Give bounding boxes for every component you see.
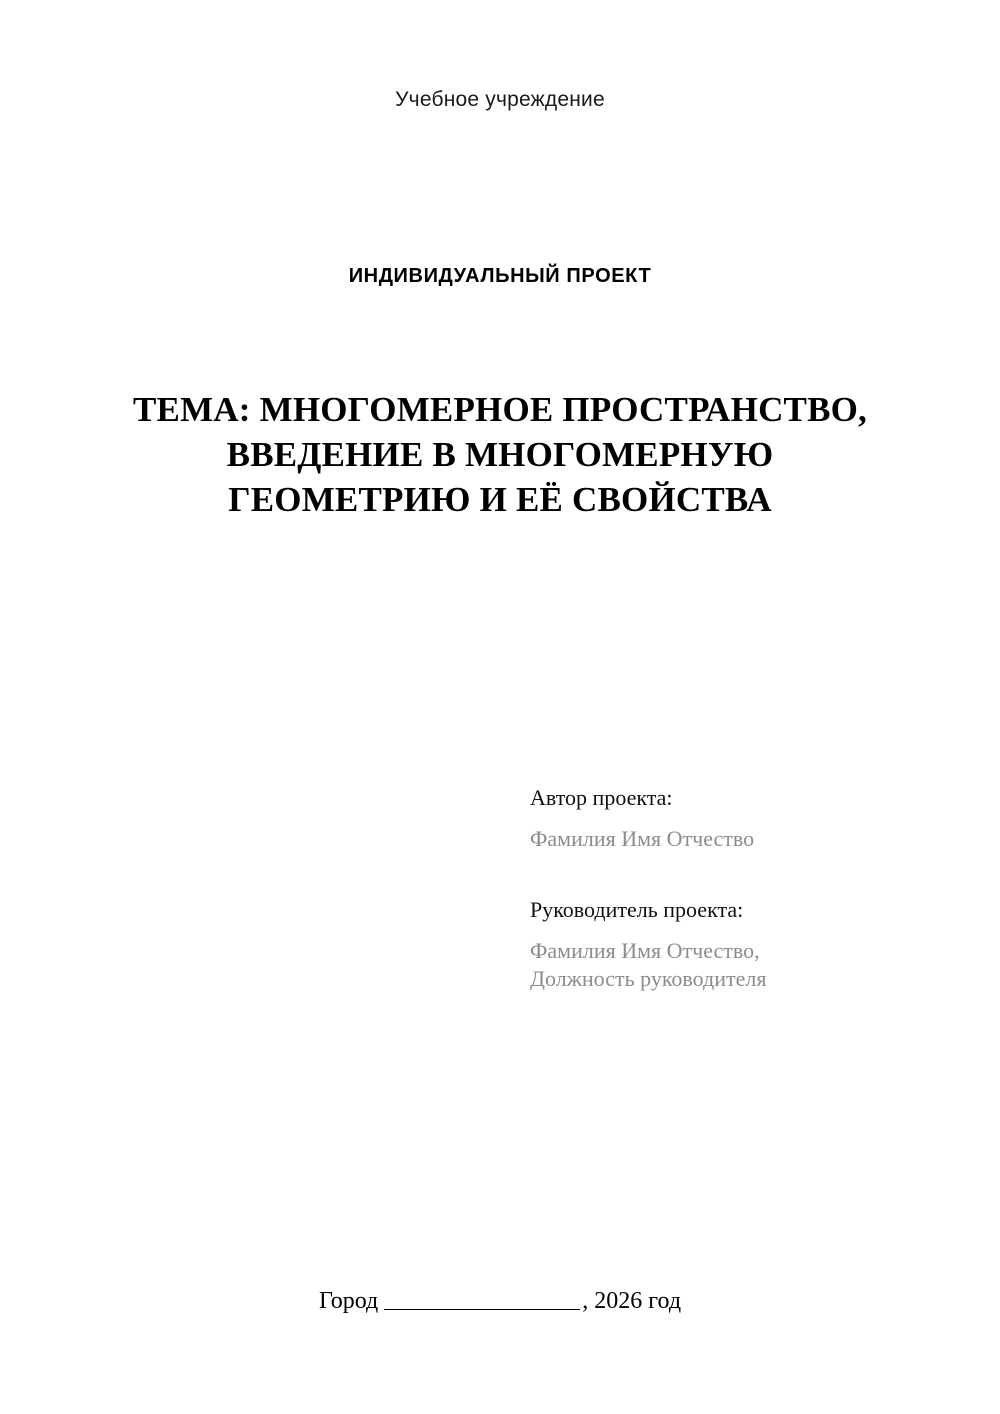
year-text: , 2026 год [582,1288,682,1314]
institution-name: Учебное учреждение [395,88,605,111]
spacer [530,923,930,937]
city-label: Город [318,1288,379,1314]
author-label: Автор проекта: [530,785,673,810]
footer-city-year [0,1288,1000,1315]
document-type: ИНДИВИДУАЛЬНЫЙ ПРОЕКТ [348,265,652,287]
supervisor-value-line1: Фамилия Имя Отчество, [530,938,760,964]
spacer [530,853,930,897]
city-fill-line [384,1308,580,1310]
supervisor-value-line2: Должность руководителя [530,965,767,991]
page-title: ТЕМА: МНОГОМЕРНОЕ ПРОСТРАНСТВО, ВВЕДЕНИЕ В МНОГОМЕРНУЮ ГЕОМЕТРИЮ И ЕЁ СВОЙСТВА [132,390,868,519]
author-value: Фамилия Имя Отчество [530,826,755,852]
project-meta [530,785,930,992]
spacer [530,811,930,825]
supervisor-label: Руководитель проекта: [530,896,744,922]
